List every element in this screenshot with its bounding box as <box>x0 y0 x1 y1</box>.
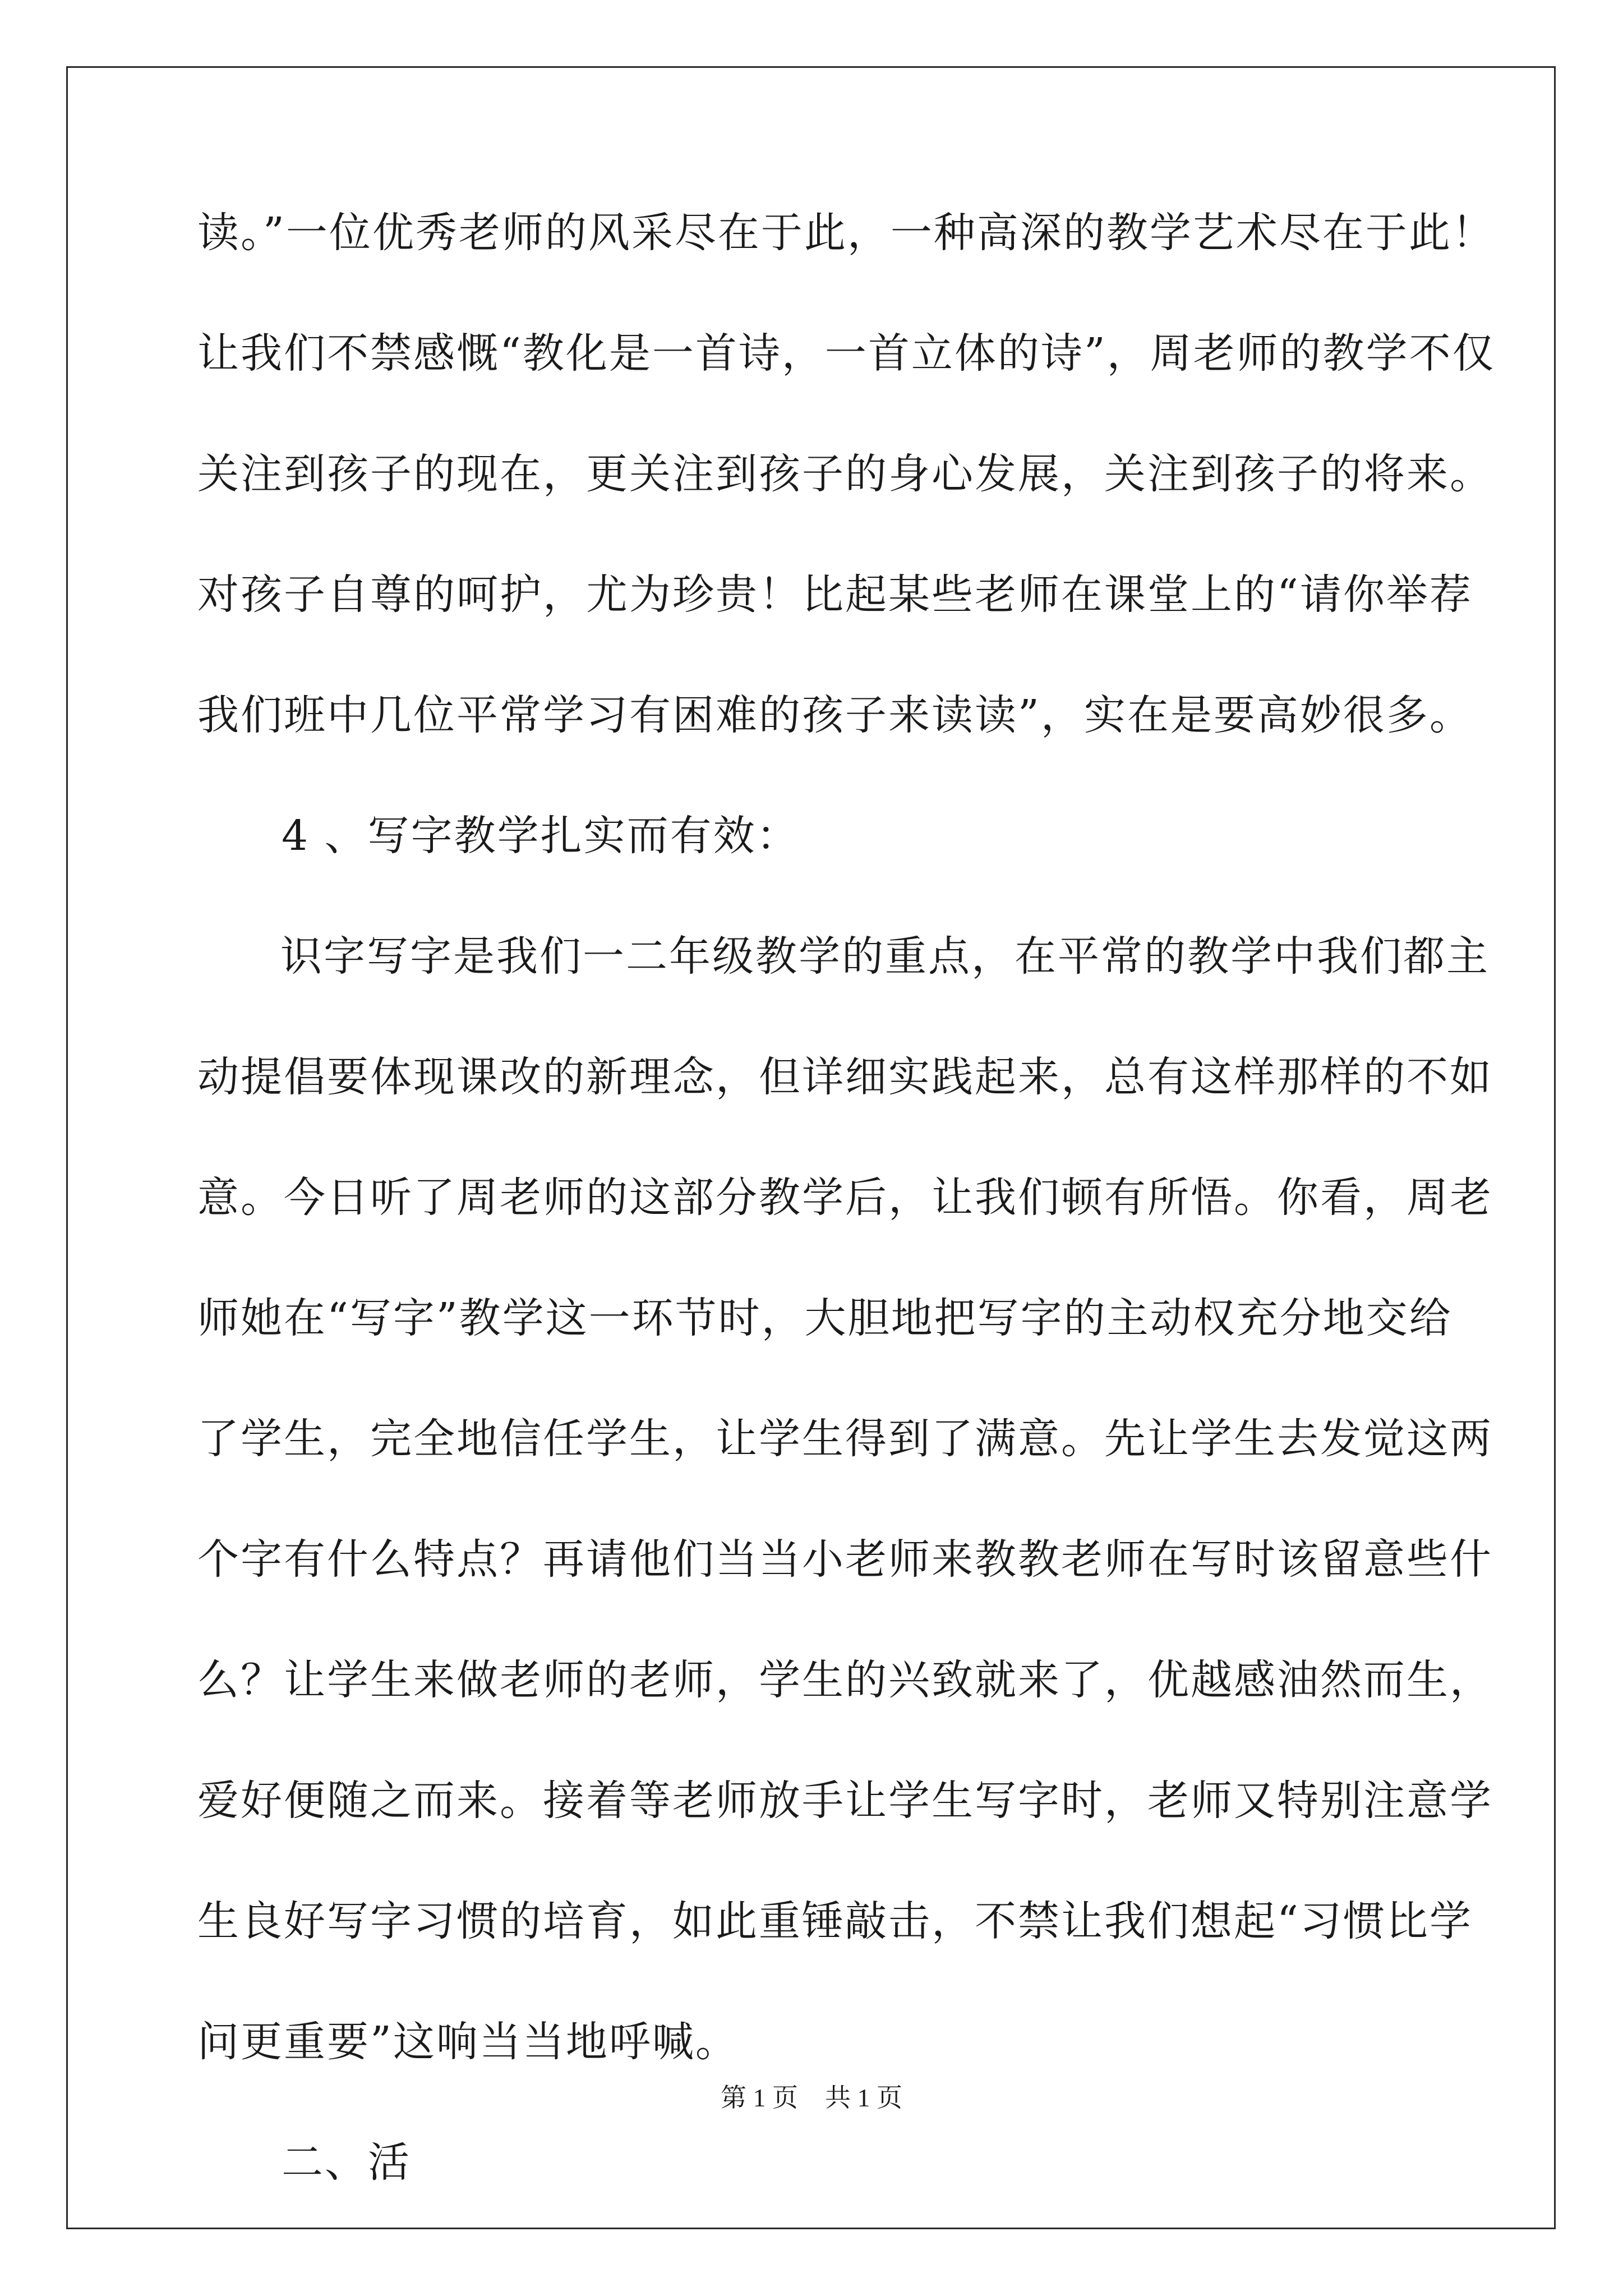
text-line: 我们班中几位平常学习有困难的孩子来读读”，实在是要高妙很多。 <box>197 691 1473 739</box>
text-line: 让我们不禁感慨“教化是一首诗，一首立体的诗”，周老师的教学不仅 <box>197 329 1496 378</box>
page-footer <box>0 2081 1623 2115</box>
text-line: 对孩子自尊的呵护，尤为珍贵！比起某些老师在课堂上的“请你举荐 <box>197 570 1473 619</box>
text-line: 个字有什么特点？再请他们当当小老师来教教老师在写时该留意些什 <box>197 1535 1493 1584</box>
text-line: 爱好便随之而来。接着等老师放手让学生写字时，老师又特别注意学 <box>197 1777 1493 1825</box>
section-heading: 二、活 <box>282 2138 411 2187</box>
text-line: 读。”一位优秀老师的风采尽在于此，一种高深的教学艺术尽在于此！ <box>197 209 1495 257</box>
section-heading: 4 、写字教学扎实而有效： <box>282 812 800 860</box>
text-line: 生良好写字习惯的培育，如此重锤敲击，不禁让我们想起“习惯比学 <box>197 1897 1473 1945</box>
text-line: 识字写字是我们一二年级教学的重点，在平常的教学中我们都主 <box>280 932 1490 981</box>
page-total: 共 1 页 <box>825 2083 902 2112</box>
text-line: 动提倡要体现课改的新理念，但详细实践起来，总有这样那样的不如 <box>197 1053 1493 1101</box>
text-line: 了学生，完全地信任学生，让学生得到了满意。先让学生去发觉这两 <box>197 1415 1493 1463</box>
text-line: 意。今日听了周老师的这部分教学后，让我们顿有所悟。你看，周老 <box>197 1174 1493 1222</box>
text-line: 关注到孩子的现在，更关注到孩子的身心发展，关注到孩子的将来。 <box>197 450 1493 498</box>
page-number: 第 1 页 <box>721 2083 798 2112</box>
text-line: 么？让学生来做老师的老师，学生的兴致就来了，优越感油然而生， <box>197 1656 1493 1704</box>
text-line: 师她在“写字”教学这一环节时，大胆地把写字的主动权充分地交给 <box>197 1294 1453 1342</box>
text-line: 问更重要”这响当当地呼喊。 <box>197 2018 739 2066</box>
